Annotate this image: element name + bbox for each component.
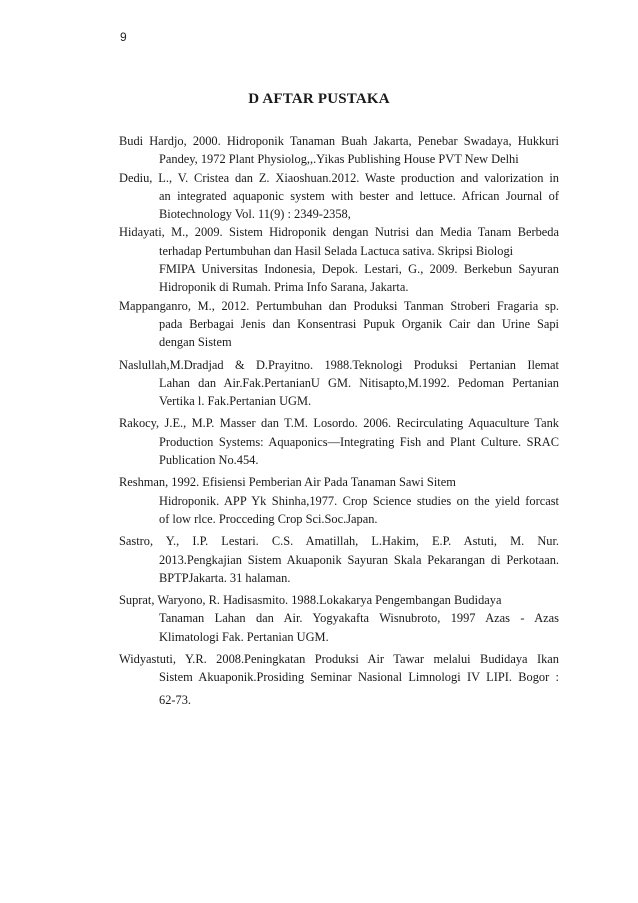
reference-line: Tanaman Lahan dan Air. Yogyakafta Wisnubroto, 1997 Azas - Azas (159, 611, 559, 626)
reference-line: Reshman, 1992. Efisiensi Pemberian Air Pada Tanaman Sawi Sitem (119, 475, 456, 490)
reference-line: of low rlce. Procceding Crop Sci.Soc.Japan. (159, 511, 378, 526)
reference-line: Vertika l. Fak.Pertanian UGM. (159, 394, 312, 409)
reference-entry (119, 473, 559, 528)
reference-line: Rakocy, J.E., M.P. Masser dan T.M. Losordo. 2006. Recirculating Aquaculture Tank (119, 416, 559, 431)
reference-entry (119, 650, 559, 709)
reference-line: dengan Sistem (159, 335, 232, 350)
reference-line: Klimatologi Fak. Pertanian UGM. (159, 629, 329, 644)
reference-list (119, 132, 559, 709)
reference-entry (119, 414, 559, 469)
reference-line: pada Berbagai Jenis dan Konsentrasi Pupuk Organik Cair dan Urine Sapi (159, 316, 559, 331)
reference-line: Naslullah,M.Dradjad & D.Prayitno. 1988.Teknologi Produksi Pertanian Ilemat (119, 357, 559, 372)
reference-line: Sastro, Y., I.P. Lestari. C.S. Amatillah, L.Hakim, E.P. Astuti, M. Nur. (119, 534, 559, 549)
reference-line: Lahan dan Air.Fak.PertanianU GM. Nitisapto,M.1992. Pedoman Pertanian (159, 375, 559, 390)
reference-line: Dediu, L., V. Cristea dan Z. Xiaoshuan.2012. Waste production and valorization in (119, 170, 559, 185)
reference-entry (119, 591, 559, 646)
reference-line: Widyastuti, Y.R. 2008.Peningkatan Produksi Air Tawar melalui Budidaya Ikan (119, 652, 559, 667)
reference-entry (119, 223, 559, 296)
reference-line: 2013.Pengkajian Sistem Akuaponik Sayuran Skala Pekarangan di Perkotaan. (159, 552, 559, 567)
page-title: D AFTAR PUSTAKA (248, 91, 390, 107)
reference-line: Sistem Akuaponik.Prosiding Seminar Nasional Limnologi IV LIPI. Bogor : (159, 670, 559, 685)
reference-line: Suprat, Waryono, R. Hadisasmito. 1988.Lokakarya Pengembangan Budidaya (119, 593, 502, 608)
page-number: 9 (120, 30, 127, 44)
reference-line: an integrated aquaponic system with bester and lettuce. African Journal of (159, 188, 559, 203)
reference-line: 62-73. (159, 692, 192, 707)
reference-entry (119, 532, 559, 587)
reference-entry (119, 297, 559, 352)
reference-line: BPTPJakarta. 31 halaman. (159, 570, 291, 585)
reference-line: Production Systems: Aquaponics—Integrating Fish and Plant Culture. SRAC (159, 434, 559, 449)
reference-line: Publication No.454. (159, 453, 259, 468)
reference-entry (119, 169, 559, 224)
reference-entry (119, 356, 559, 411)
reference-line: FMIPA Universitas Indonesia, Depok. Lestari, G., 2009. Berkebun Sayuran (159, 262, 559, 277)
reference-line: Pandey, 1972 Plant Physiolog,,.Yikas Publishing House PVT New Delhi (159, 152, 519, 167)
reference-line: Hidayati, M., 2009. Sistem Hidroponik dengan Nutrisi dan Media Tanam Berbeda (119, 225, 559, 240)
reference-line: Budi Hardjo, 2000. Hidroponik Tanaman Buah Jakarta, Penebar Swadaya, Hukkuri (119, 134, 559, 148)
reference-line: Hidroponik. APP Yk Shinha,1977. Crop Science studies on the yield forcast (159, 493, 559, 508)
reference-line: Biotechnology Vol. 11(9) : 2349-2358, (159, 207, 351, 222)
reference-line: terhadap Pertumbuhan dan Hasil Selada Lactuca sativa. Skripsi Biologi (159, 243, 514, 258)
reference-entry (119, 132, 559, 169)
reference-line: Mappanganro, M., 2012. Pertumbuhan dan Produksi Tanman Stroberi Fragaria sp. (119, 298, 559, 313)
reference-line: Hidroponik di Rumah. Prima Info Sarana, Jakarta. (159, 280, 409, 295)
